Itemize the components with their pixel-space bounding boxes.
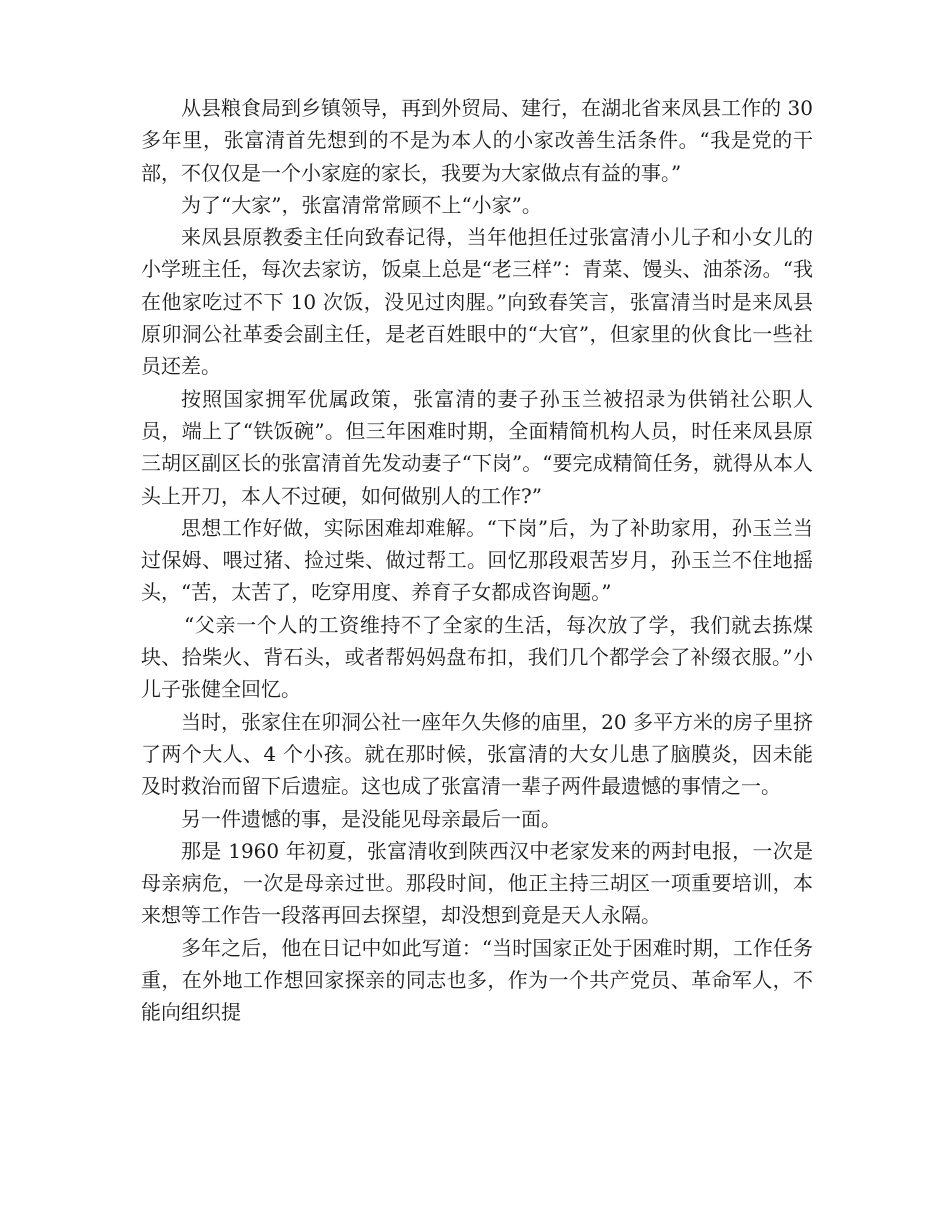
paragraph: 另一件遗憾的事，是没能见母亲最后一面。 (181, 806, 561, 831)
paragraph: 多年之后，他在日记中如此写道：“当时国家正处于困难时期，工作任务重，在外地工作想回家探亲的同志也多，作为一个共产党员、革命军人，不能向组织提 (141, 935, 813, 1025)
paragraph: 当时，张家住在卯洞公社一座年久失修的庙里，20 多平方米的房子里挤了两个大人、4 个小孩。就在那时候，张富清的大女儿患了脑膜炎，因未能及时救治而留下后遗症。这也成了张富清一辈子两件最遗憾的事情之一。 (141, 709, 813, 799)
paragraph: 从县粮食局到乡镇领导，再到外贸局、建行，在湖北省来凤县工作的 30 多年里，张富清首先想到的不是为本人的小家改善生活条件。“我是党的干部，不仅仅是一个小家庭的家长，我要为大家做点有益的事。” (141, 96, 813, 185)
paragraph: 来凤县原教委主任向致春记得，当年他担任过张富清小儿子和小女儿的小学班主任，每次去家访，饭桌上总是“老三样”：青菜、馒头、油茶汤。“我在他家吃过不下 10 次饭，没见过肉腥。”向致春笑言，张富清当时是来凤县原卯洞公社革委会副主任，是老百姓眼中的“大官”，但家里的伙食比一些社员还差。 (141, 225, 813, 379)
paragraph: 那是 1960 年初夏，张富清收到陕西汉中老家发来的两封电报，一次是母亲病危，一次是母亲过世。那段时间，他正主持三胡区一项重要培训，本来想等工作告一段落再回去探望，却没想到竟是天人永隔。 (141, 838, 813, 928)
paragraph: 思想工作好做，实际困难却难解。“下岗”后，为了补助家用，孙玉兰当过保姆、喂过猪、捡过柴、做过帮工。回忆那段艰苦岁月，孙玉兰不住地摇头，“苦，太苦了，吃穿用度、养育子女都成咨询题。” (141, 515, 813, 605)
paragraph: 为了“大家”，张富清常常顾不上“小家”。 (181, 192, 542, 217)
paragraph: “父亲一个人的工资维持不了全家的生活，每次放了学，我们就去拣煤块、拾柴火、背石头，或者帮妈妈盘布扣，我们几个都学会了补缀衣服。”小儿子张健全回忆。 (141, 612, 813, 702)
paragraph: 按照国家拥军优属政策，张富清的妻子孙玉兰被招录为供销社公职人员，端上了“铁饭碗”。但三年困难时期，全面精简机构人员，时任来凤县原三胡区副区长的张富清首先发动妻子“下岗”。“要完成精简任务，就得从本人头上开刀，本人不过硬，如何做别人的工作?” (141, 386, 813, 508)
article-body (141, 92, 813, 1029)
